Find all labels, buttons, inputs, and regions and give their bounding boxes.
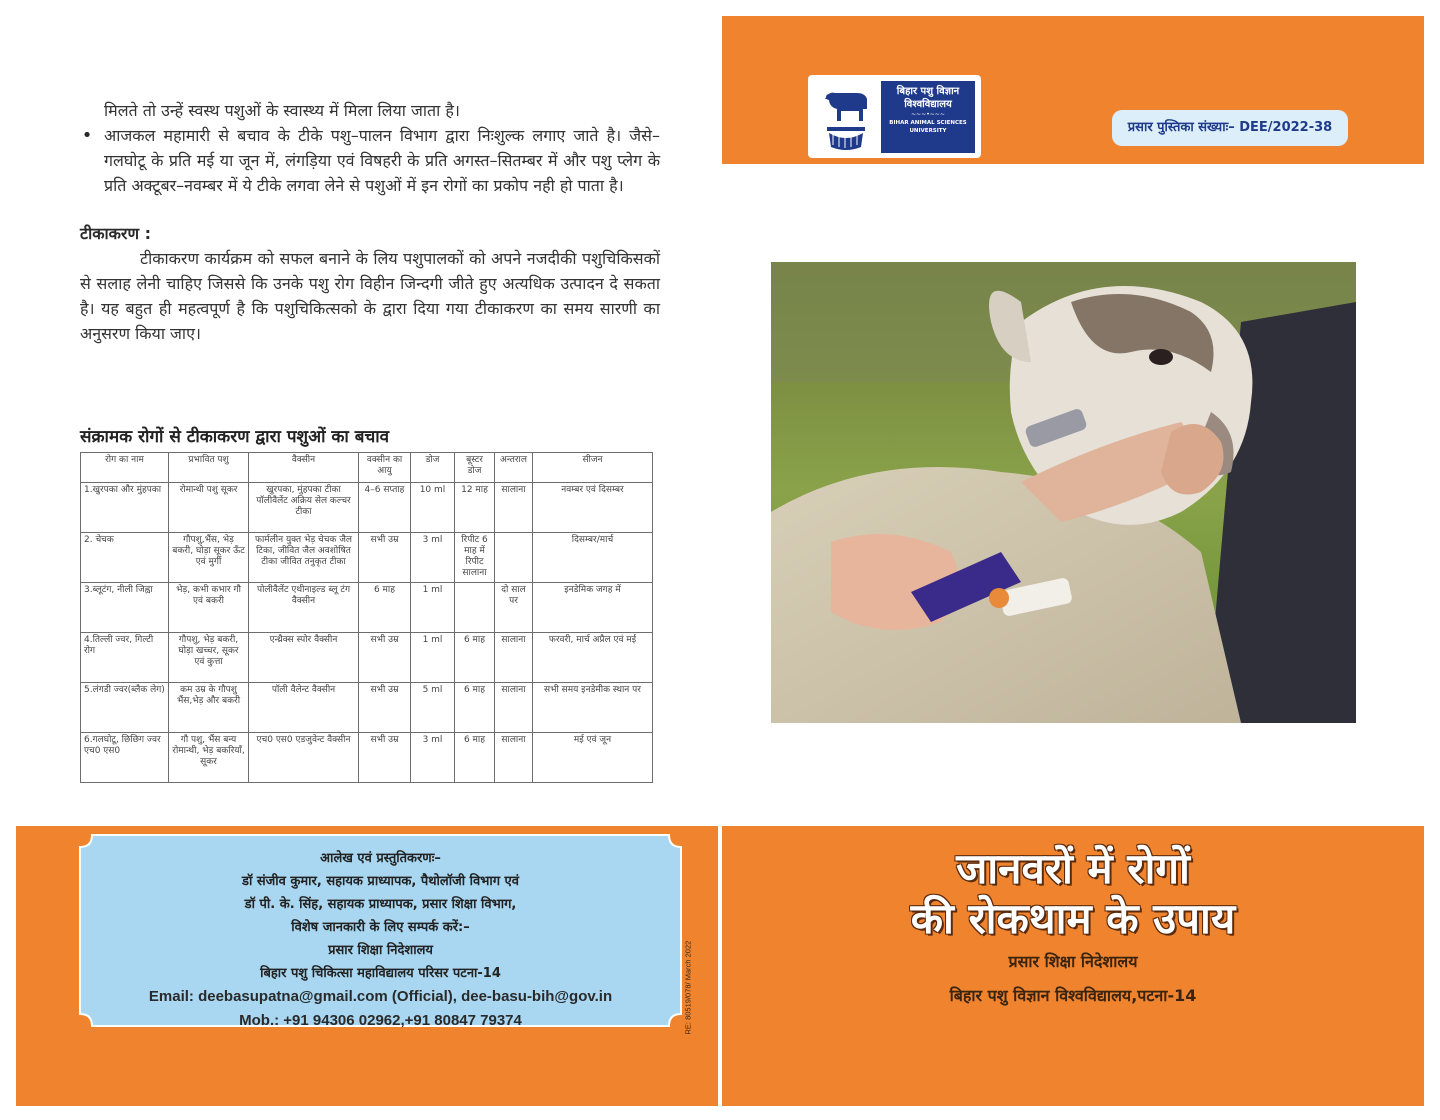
logo-divider-icon: ~~~•~~~ — [911, 111, 945, 118]
table-cell: पोलीवैलेंट एथीनाइल्ड ब्लू टंग वैक्सीन — [249, 583, 359, 633]
table-cell: सालाना — [495, 683, 533, 733]
contact-line: विशेष जानकारी के लिए सम्पर्क करें:– — [291, 920, 470, 935]
table-cell: गौ पशु, भैंस बन्य रोमान्थी, भेड़ बकरियाँ, सूकर — [169, 733, 249, 783]
table-cell: मई एवं जून — [533, 733, 653, 783]
table-cell: नवम्बर एवं दिसम्बर — [533, 483, 653, 533]
table-cell: भेड़, कभी कभार गौ एवं बकरी — [169, 583, 249, 633]
table-row — [81, 733, 653, 783]
contact-line: बिहार पशु चिकित्सा महाविद्यालय परिसर पटना-14 — [260, 966, 501, 981]
table-cell: खुरपका, मुंहपका टीका पॉलीवैलेंट अक्रिय सेल कल्चर टीका — [249, 483, 359, 533]
table-cell: 6.गलघोटू, छिछिग ज्वर एच0 एस0 — [81, 733, 169, 783]
table-cell: रोमान्थी पशु सूकर — [169, 483, 249, 533]
contact-line: डॉ संजीव कुमार, सहायक प्राध्यापक, पैथोलॉजी विभाग एवं — [242, 874, 519, 889]
contact-line: डॉ पी. के. सिंह, सहायक प्राध्यापक, प्रसार शिक्षा विभाग, — [244, 897, 517, 912]
table-cell: 10 ml — [411, 483, 455, 533]
section-title: टीकाकरण : — [80, 224, 152, 243]
bullet-item — [80, 123, 660, 198]
table-row — [81, 583, 653, 633]
contact-line: आलेख एवं प्रस्तुतिकरणः– — [320, 851, 441, 866]
table-header: प्रभावित पशु — [169, 453, 249, 483]
cover-title — [722, 844, 1424, 944]
left-page — [80, 98, 660, 346]
table-cell: 4–6 सप्ताह — [359, 483, 411, 533]
table-header: सीजन — [533, 453, 653, 483]
table-cell: गौपशु, भेड़ बकरी, घोड़ा खच्चर, सूकर एवं कुत्ता — [169, 633, 249, 683]
table-cell: 1.खुरपका और मुंहपका — [81, 483, 169, 533]
table-cell: 3.ब्लूटंग, नीली जिह्वा — [81, 583, 169, 633]
cover-subtitle-university: बिहार पशु विज्ञान विश्वविद्यालय,पटना-14 — [949, 986, 1197, 1005]
table-cell — [455, 583, 495, 633]
cover-title-line-1: जानवरों में रोगों — [956, 844, 1190, 893]
table-cell: 6 माह — [455, 633, 495, 683]
table-cell: 5 ml — [411, 683, 455, 733]
table-cell: सभी समय इनडेमीक स्थान पर — [533, 683, 653, 733]
table-title: संक्रामक रोगों से टीकाकरण द्वारा पशुओं का बचाव — [80, 427, 390, 447]
table-cell: सभी उम्र — [359, 733, 411, 783]
table-cell: 1 ml — [411, 583, 455, 633]
table-cell: सभी उम्र — [359, 633, 411, 683]
section-body: टीकाकरण कार्यक्रम को सफल बनाने के लिय पशुपालकों को अपने नजदीकी पशुचिकिसकों से सलाह लेनी चाहिए जिससे कि उनके पशु रोग विहीन जिन्दगी जीते हुए अत्यधिक उत्पादन दे सकता है। यह बहुत ही महत्वपूर्ण है कि पशुचिकित्सको के द्वारा दिया गया टीकाकरण का समय सारणी का अनुसरण किया जाए। — [80, 249, 660, 343]
table-cell: सभी उम्र — [359, 533, 411, 583]
bullet-text: आजकल महामारी से बचाव के टीके पशु–पालन विभाग द्वारा निःशुल्क लगाए जाते है। जैसे–गलघोटू के प्रति मई या जून में, लंगड़िया एवं विषहरी के प्रति अगस्त–सितम्बर में और पशु प्लेग के प्रति अक्टूबर–नवम्बर में ये टीके लगवा लेने से पशुओं में इन रोगों का प्रकोप नही हो पाता है। — [104, 126, 660, 195]
university-logo — [808, 75, 981, 158]
intro-line: मिलते तो उन्हें स्वस्थ पशुओं के स्वास्थ्य में मिला लिया जाता है। — [104, 101, 460, 120]
table-row — [81, 683, 653, 733]
table-cell: सालाना — [495, 733, 533, 783]
table-cell — [495, 533, 533, 583]
side-code — [682, 940, 694, 1035]
side-code-text: RE: 80519/078/ March 2022 — [683, 940, 693, 1035]
contact-text — [78, 847, 683, 1033]
table-cell: 6 माह — [455, 733, 495, 783]
table-cell: 12 माह — [455, 483, 495, 533]
sheep-vaccination-photo — [771, 262, 1356, 723]
contact-line: प्रसार शिक्षा निदेशालय — [328, 943, 433, 958]
logo-hindi-name: बिहार पशु विज्ञान विश्वविद्यालय — [896, 86, 960, 110]
table-cell: सालाना — [495, 483, 533, 533]
table-header: वैक्सीन — [249, 453, 359, 483]
table-cell: दो साल पर — [495, 583, 533, 633]
top-banner — [722, 16, 1424, 164]
table-cell: फार्मलीन युक्त भेड़ चेचक जैल टिका, जीवित जैल अवशोषित टीका जीवित तनुकृत टीका — [249, 533, 359, 583]
table-cell: रिपीट 6 माह में रिपीट सालाना — [455, 533, 495, 583]
table-row — [81, 483, 653, 533]
table-cell: 4.तिल्ली ज्वर, गिल्टी रोग — [81, 633, 169, 683]
table-cell: 3 ml — [411, 533, 455, 583]
table-cell: 6 माह — [455, 683, 495, 733]
table-cell: कम उम्र के गौपशु भैंस,भेड़ और बकरी — [169, 683, 249, 733]
table-cell: एच0 एस0 एडजुवेन्ट वैक्सीन — [249, 733, 359, 783]
table-header: अन्तराल — [495, 453, 533, 483]
table-cell: पॉली वैलेन्ट वैक्सीन — [249, 683, 359, 733]
vaccination-table — [80, 452, 653, 783]
table-cell: दिसम्बर/मार्च — [533, 533, 653, 583]
table-cell: फरवरी, मार्च अप्रैल एवं मई — [533, 633, 653, 683]
cover-title-line-2: की रोकथाम के उपाय — [910, 894, 1236, 943]
publication-number-badge: प्रसार पुस्तिका संख्याः– DEE/2022-38 — [1112, 110, 1348, 146]
logo-text-block — [881, 81, 975, 153]
table-cell: 2. चेचक — [81, 533, 169, 583]
table-cell: 3 ml — [411, 733, 455, 783]
bullet-dot-icon: • — [81, 125, 93, 146]
table-row — [81, 633, 653, 683]
table-header: रोग का नाम — [81, 453, 169, 483]
table-cell: 6 माह — [359, 583, 411, 633]
table-header: बूस्टर डोज — [455, 453, 495, 483]
logo-english-name: BIHAR ANIMAL SCIENCES UNIVERSITY — [889, 120, 967, 134]
table-cell: सभी उम्र — [359, 683, 411, 733]
table-cell: गौपशु,भैंस, भेड़ बकरी, घोड़ा सूकर ऊँट एवं मुर्गी — [169, 533, 249, 583]
table-header: डोज — [411, 453, 455, 483]
table-cell: 5.लंगडी ज्वर(ब्लैक लेग) — [81, 683, 169, 733]
table-cell: 1 ml — [411, 633, 455, 683]
table-header: वक्सीन का आयु — [359, 453, 411, 483]
cow-emblem-icon — [817, 81, 875, 153]
sheep-photo-illustration — [771, 262, 1356, 723]
table-header-row — [81, 453, 653, 483]
cover-subtitle-directorate: प्रसार शिक्षा निदेशालय — [1008, 952, 1138, 971]
table-cell: सालाना — [495, 633, 533, 683]
contact-email: Email: deebasupatna@gmail.com (Official), dee-basu-bih@gov.in — [148, 988, 613, 1005]
table-cell: एन्थ्रैक्स स्पोर वैक्सीन — [249, 633, 359, 683]
front-cover-panel — [722, 826, 1424, 1106]
table-cell: इनडेमिक जगह में — [533, 583, 653, 633]
back-cover-panel — [16, 826, 718, 1106]
contact-mobile: Mob.: +91 94306 02962,+91 80847 79374 — [239, 1012, 522, 1029]
contact-box — [78, 833, 683, 1028]
table-row — [81, 533, 653, 583]
